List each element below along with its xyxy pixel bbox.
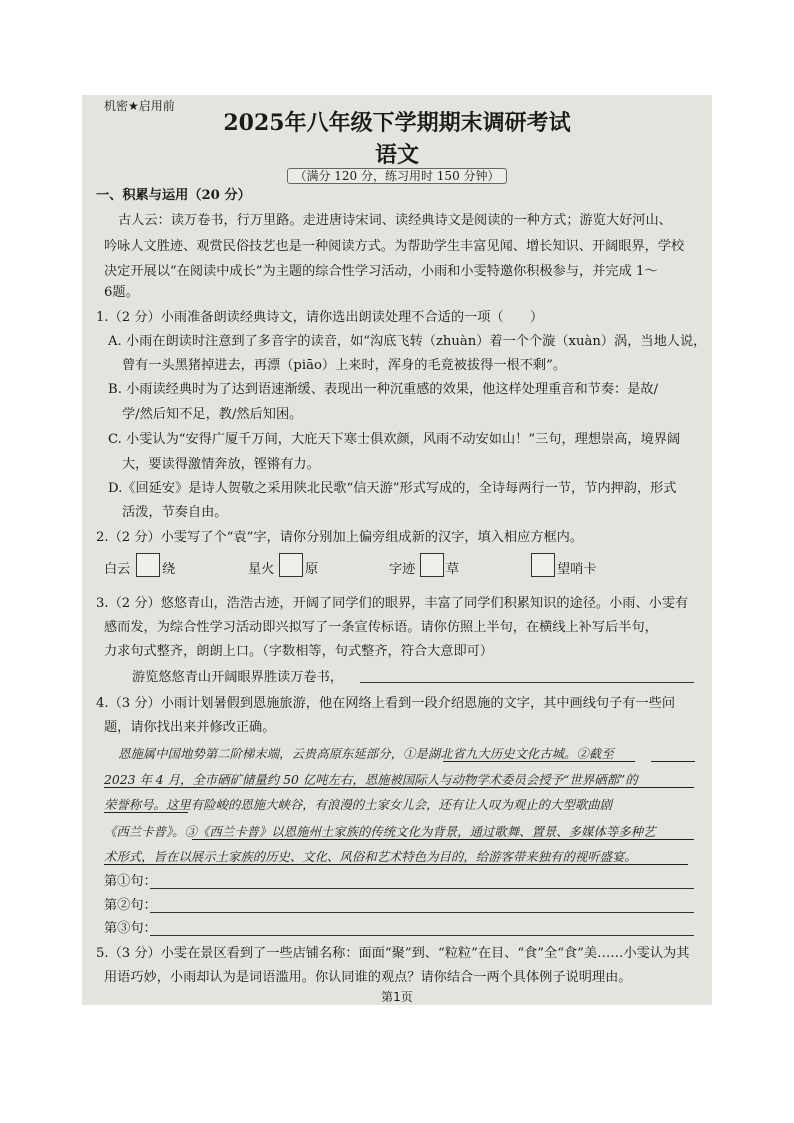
- slogan-answer-line[interactable]: [360, 682, 694, 683]
- question-1-option-a-cont: 曾有一头黑猪掉进去，再漂（piāo）上来时，浑身的毛竟被拔得一根不剩”。: [122, 358, 567, 373]
- q2-answer-box-2[interactable]: [279, 553, 303, 577]
- passage-line: 恩施属中国地势第二阶梯末端，云贵高原东延部分，①是湖北省九大历史文化古城。②截至: [118, 746, 614, 761]
- question-1-option-d: D.《回延安》是诗人贺敬之采用陕北民歌“信天游”形式写成的，全诗每两行一节，节内押韵，形式: [108, 481, 677, 496]
- question-4-stem-cont: 题，请你找出来并修改正确。: [104, 720, 276, 735]
- intro-line: 决定开展以“在阅读中成长”为主题的综合性学习活动，小雨和小雯特邀你积极参与，并完成 1～: [104, 264, 658, 279]
- sentence-3-underline: [192, 839, 694, 840]
- question-3-stem-cont: 感而发，为综合性学习活动即兴拟写了一条宣传标语。请你仿照上半句，在横线上补写后半句，: [104, 620, 658, 635]
- q2-item-2-before: 星火: [248, 562, 275, 577]
- sentence-2-underline: [651, 761, 695, 762]
- question-3-stem: 3.（2 分）悠悠青山，浩浩古迹，开阔了同学们的眼界，丰富了同学们积累知识的途径。小雨、小雯有: [96, 596, 689, 611]
- sentence-1-underline: [443, 761, 635, 762]
- answer-label-2: 第②句：: [104, 898, 157, 913]
- exam-title: 2025年八年级下学期期末调研考试: [223, 110, 571, 136]
- q2-item-2-after: 原: [305, 562, 319, 577]
- answer-line-2[interactable]: [150, 912, 694, 913]
- question-2-stem: 2.（2 分）小雯写了个“袁”字，请你分别加上偏旁组成新的汉字，填入相应方框内。: [96, 530, 584, 545]
- answer-line-3[interactable]: [150, 935, 694, 936]
- q2-item-1-before: 白云: [104, 562, 131, 577]
- exam-info: （满分 120 分，练习用时 150 分钟）: [82, 167, 712, 184]
- q2-answer-box-1[interactable]: [136, 553, 160, 577]
- sentence-2-underline: [104, 812, 188, 813]
- q2-item-4-after: 望哨卡: [557, 562, 597, 577]
- q2-answer-box-3[interactable]: [420, 553, 444, 577]
- question-1-option-b-cont: 学/然后知不足，教/然后知困。: [122, 407, 303, 422]
- question-1-option-c: C. 小雯认为“安得广厦千万间，大庇天下寒士俱欢颜，风雨不动安如山！”三句，理想崇高，境界阔: [108, 432, 681, 447]
- question-1-option-c-cont: 大，要读得激情奔放，铿锵有力。: [122, 457, 320, 472]
- question-5-stem-cont: 用语巧妙，小雨却认为是词语滥用。你认同谁的观点？请你结合一两个具体例子说明理由。: [104, 970, 632, 985]
- passage-line: 2023 年 4 月，全市硒矿储量约 50 亿吨左右，恩施被国际人与动物学术委员会授予“世界硒都”的: [104, 772, 638, 787]
- answer-line-1[interactable]: [150, 888, 694, 889]
- question-1-stem: 1.（2 分）小雨准备朗读经典诗文，请你选出朗读处理不合适的一项（ ）: [96, 310, 544, 325]
- intro-line: 古人云：读万卷书，行万里路。走进唐诗宋词、读经典诗文是阅读的一种方式；游览大好河山、: [118, 213, 672, 228]
- page-number: 第1页: [381, 990, 413, 1004]
- intro-line: 吟咏人文胜迹、观赏民俗技艺也是一种阅读方式。为帮助学生丰富见闻、增长知识、开阔眼界，学校: [104, 239, 685, 254]
- passage-line: 荣誉称号。这里有险峻的恩施大峡谷，有浪漫的土家女儿会，还有让人叹为观止的大型歌曲剧: [104, 797, 613, 812]
- question-4-stem: 4.（3 分）小雨计划暑假到恩施旅游，他在网络上看到一段介绍恩施的文字，其中画线句子有一些问: [96, 696, 676, 711]
- sentence-2-underline: [104, 787, 694, 788]
- q2-item-3-before: 字迹: [389, 562, 416, 577]
- slogan-first-half: 游览悠悠青山开阔眼界胜读万卷书，: [132, 670, 343, 685]
- passage-line: 《西兰卡普》。③《西兰卡普》以恩施州土家族的传统文化为背景，通过歌舞、置景、多媒体等多种艺: [104, 824, 656, 839]
- sentence-3-underline: [104, 864, 688, 865]
- q2-answer-box-4[interactable]: [531, 553, 555, 577]
- question-5-stem: 5.（3 分）小雯在景区看到了一些店铺名称：面面“聚”到、“粒粒”在目、“食”全“食”美……小雯认为其: [96, 946, 690, 961]
- question-1-option-a: A. 小雨在朗读时注意到了多音字的读音，如“沟底飞转（zhuàn）着一个个漩（xuàn）涡，当地人说，: [108, 334, 707, 349]
- question-3-stem-cont: 力求句式整齐，朗朗上口。（字数相等，句式整齐，符合大意即可）: [104, 644, 494, 659]
- question-1-option-d-cont: 活泼，节奏自由。: [122, 505, 228, 520]
- intro-line: 6题。: [104, 285, 139, 300]
- section-heading: 一、积累与运用（20 分）: [96, 188, 251, 203]
- question-1-option-b: B. 小雨读经典时为了达到语速渐缓、表现出一种沉重感的效果，他这样处理重音和节奏：是故/: [108, 382, 659, 397]
- subject-title: 语文: [374, 142, 419, 168]
- answer-label-1: 第①句：: [104, 874, 157, 889]
- exam-paper: [82, 95, 712, 1005]
- q2-item-3-after: 草: [446, 562, 460, 577]
- answer-label-3: 第③句：: [104, 921, 157, 936]
- q2-item-1-after: 绕: [162, 562, 176, 577]
- confidential-label: 机密★启用前: [104, 99, 175, 113]
- passage-line: 术形式，旨在以展示土家族的历史、文化、风俗和艺术特色为目的，给游客带来独有的视听盛宴。: [104, 849, 637, 864]
